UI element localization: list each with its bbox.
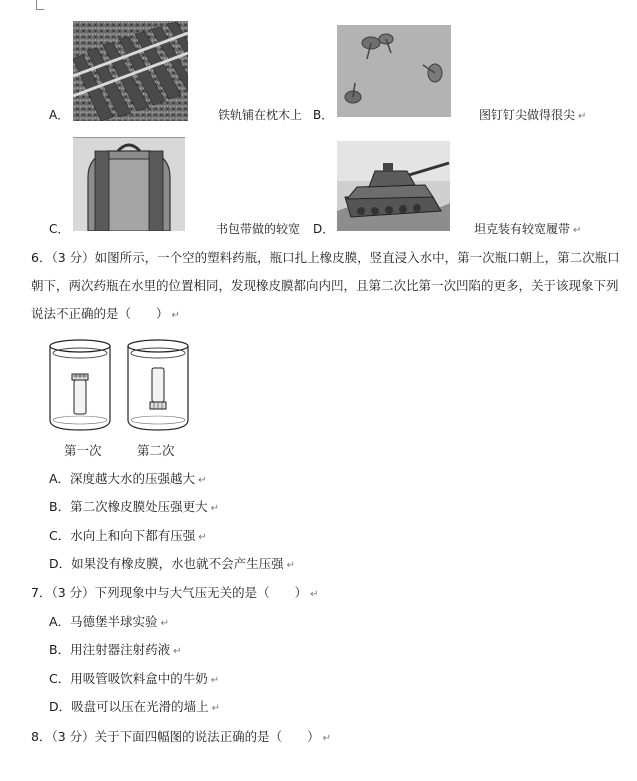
return-mark-icon: ↵ [198, 475, 207, 486]
return-mark-icon: ↵ [198, 532, 207, 543]
q6-option-d [49, 554, 295, 572]
option-b-text-content: 图钉钉尖做得很尖 [479, 108, 576, 122]
option-c-text: 书包带做的较宽 [216, 222, 301, 236]
q7-option-d [49, 697, 220, 715]
figure-label-second: 第二次 [137, 443, 175, 458]
option-c-letter: C． [49, 222, 70, 236]
q7-option-c-text: C．用吸管吸饮料盒中的牛奶 [49, 671, 208, 686]
option-b-letter: B． [313, 108, 334, 122]
q7-option-b-text: B．用注射器注射药液 [49, 642, 171, 657]
return-mark-icon: ↵ [173, 646, 182, 657]
return-mark-icon: ↵ [578, 111, 587, 122]
q7-option-b [49, 640, 181, 658]
option-d-text-content: 坦克装有较宽履带 [474, 222, 571, 236]
return-mark-icon: ↵ [160, 618, 169, 629]
return-mark-icon: ↵ [322, 733, 332, 744]
q6-option-b-text: B．第二次橡皮膜处压强更大 [49, 499, 208, 514]
option-a-text: 铁轨铺在枕木上 [218, 108, 303, 122]
q6-option-a-text: A．深度越大水的压强越大 [49, 471, 196, 486]
q7-option-a [49, 612, 169, 630]
thumbtack-photo [337, 25, 451, 117]
q7-option-d-text: D．吸盘可以压在光滑的墙上 [49, 699, 209, 714]
question-7-stem [31, 583, 319, 601]
question-8-text: 8．（3 分）关于下面四幅图的说法正确的是（ ） [31, 729, 320, 744]
figure-label-first: 第一次 [64, 443, 102, 458]
q6-option-c-text: C．水向上和向下都有压强 [49, 528, 196, 543]
return-mark-icon: ↵ [310, 589, 319, 600]
return-mark-icon: ↵ [211, 703, 221, 714]
return-mark-icon: ↵ [573, 225, 582, 236]
return-mark-icon: ↵ [171, 310, 180, 321]
q6-option-a [49, 469, 206, 487]
return-mark-icon: ↵ [286, 560, 296, 571]
question-6-text: 6．（3 分）如图所示，一个空的塑料药瓶，瓶口扎上橡皮膜，竖直浸入水中，第一次瓶口朝上，第二次瓶口朝下，两次药瓶在水里的位置相同，发现橡皮膜都向内凹，且第二次比第一次凹陷的更多，关于该现象下列说法不正确的是（ ） [31, 250, 620, 321]
option-a-letter: A． [49, 108, 70, 122]
question-6-stem [31, 244, 627, 330]
option-d-letter: D． [313, 222, 335, 236]
return-mark-icon: ↵ [210, 675, 220, 686]
question-8-stem [31, 727, 331, 745]
question-7-text: 7．（3 分）下列现象中与大气压无关的是（ ） [31, 585, 308, 600]
q7-option-a-text: A．马德堡半球实验 [49, 614, 158, 629]
tank-photo [337, 141, 450, 231]
return-mark-icon: ↵ [210, 503, 219, 514]
q6-option-d-text: D．如果没有橡皮膜，水也就不会产生压强 [49, 556, 284, 571]
q6-option-b [49, 497, 219, 515]
q6-option-c [49, 526, 207, 544]
backpack-photo [73, 137, 185, 231]
option-b-text [479, 106, 586, 123]
bottle-figure [46, 336, 192, 436]
page-corner-mark [36, 9, 44, 10]
q7-option-c [49, 669, 219, 687]
railway-photo [73, 21, 188, 121]
option-d-text [474, 220, 581, 237]
